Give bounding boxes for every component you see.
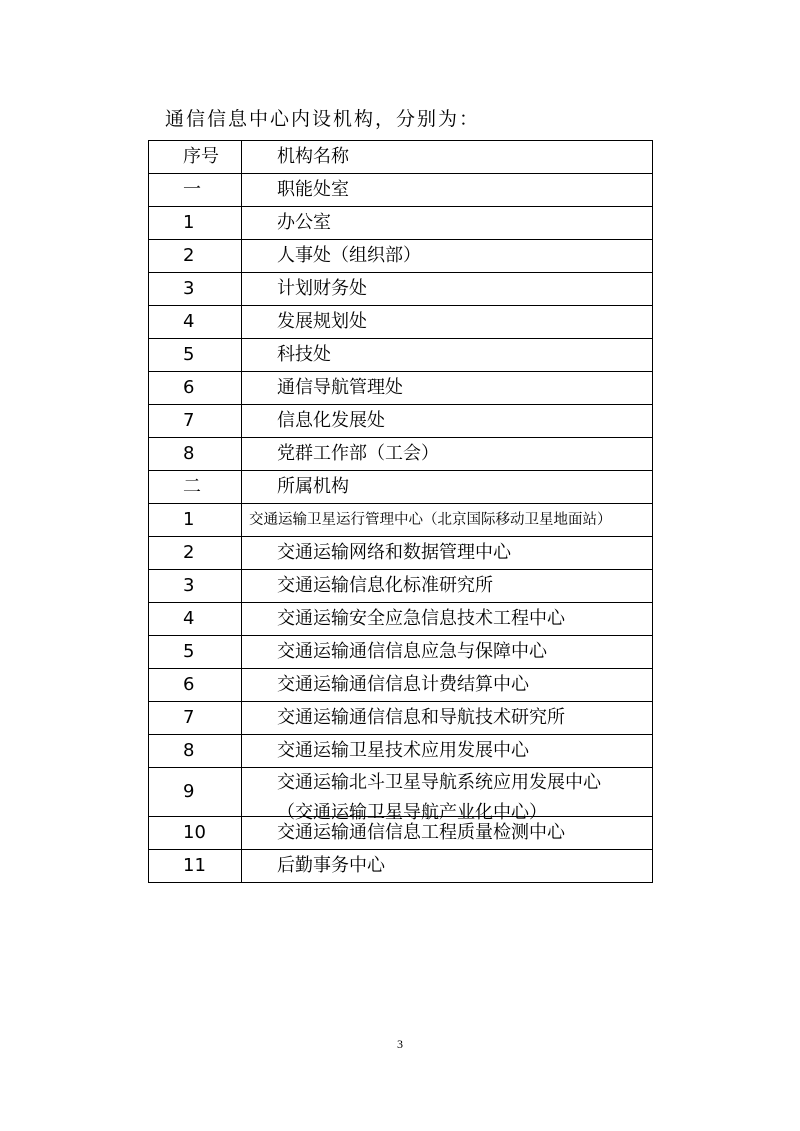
row-name-clip [277,768,652,823]
row-name-multiline [242,768,653,823]
table-row [149,603,653,636]
row-name: 发展规划处 [242,306,653,339]
table-row [149,570,653,603]
row-name: 交通运输安全应急信息技术工程中心 [242,603,653,636]
row-seq: 8 [149,438,242,471]
row-seq: 二 [149,471,242,504]
row-seq: 2 [149,240,242,273]
table-row [149,240,653,273]
row-name: 人事处（组织部） [242,240,653,273]
table-row [149,306,653,339]
table-row [149,273,653,306]
row-seq: 4 [149,306,242,339]
row-seq: 2 [149,537,242,570]
organization-table [148,140,653,883]
row-name: 党群工作部（工会） [242,438,653,471]
table-row [149,768,653,817]
table-row [149,817,653,850]
row-seq: 6 [149,372,242,405]
row-name: 交通运输网络和数据管理中心 [242,537,653,570]
row-name: 交通运输卫星运行管理中心（北京国际移动卫星地面站） [242,504,653,537]
intro-text: 通信信息中心内设机构，分别为： [165,108,481,130]
table-row [149,636,653,669]
row-seq: 7 [149,702,242,735]
row-seq: 1 [149,207,242,240]
table-row [149,537,653,570]
table-row [149,471,653,504]
row-name: 交通运输卫星技术应用发展中心 [242,735,653,768]
row-seq: 8 [149,735,242,768]
table-row [149,438,653,471]
row-seq: 5 [149,636,242,669]
row-seq: 6 [149,669,242,702]
row-name: 通信导航管理处 [242,372,653,405]
row-name-line1: 交通运输北斗卫星导航系统应用发展中心 [277,772,601,793]
row-seq: 3 [149,273,242,306]
row-name: 所属机构 [242,471,653,504]
row-seq: 3 [149,570,242,603]
row-name: 后勤事务中心 [242,850,653,883]
row-name: 办公室 [242,207,653,240]
row-seq: 9 [149,768,242,817]
row-name: 职能处室 [242,174,653,207]
table-row [149,174,653,207]
table-header-row [149,141,653,174]
table-row [149,850,653,883]
header-seq: 序号 [149,141,242,174]
table-row [149,669,653,702]
row-name: 交通运输通信信息计费结算中心 [242,669,653,702]
row-seq: 11 [149,850,242,883]
header-name: 机构名称 [242,141,653,174]
row-name: 计划财务处 [242,273,653,306]
row-name: 科技处 [242,339,653,372]
row-seq: 4 [149,603,242,636]
row-name: 交通运输信息化标准研究所 [242,570,653,603]
table-row [149,207,653,240]
row-name: 交通运输通信信息工程质量检测中心 [242,817,653,850]
row-name: 信息化发展处 [242,405,653,438]
row-name: 交通运输通信信息和导航技术研究所 [242,702,653,735]
row-seq: 5 [149,339,242,372]
table-row [149,372,653,405]
page-number: 3 [397,1037,403,1051]
row-seq: 10 [149,817,242,850]
table-row [149,702,653,735]
row-seq: 1 [149,504,242,537]
row-name-line2: （交通运输卫星导航产业化中心） [277,802,547,823]
row-seq: 一 [149,174,242,207]
row-seq: 7 [149,405,242,438]
table-row [149,735,653,768]
row-name: 交通运输通信信息应急与保障中心 [242,636,653,669]
table-row [149,339,653,372]
table-row [149,504,653,537]
table-row [149,405,653,438]
